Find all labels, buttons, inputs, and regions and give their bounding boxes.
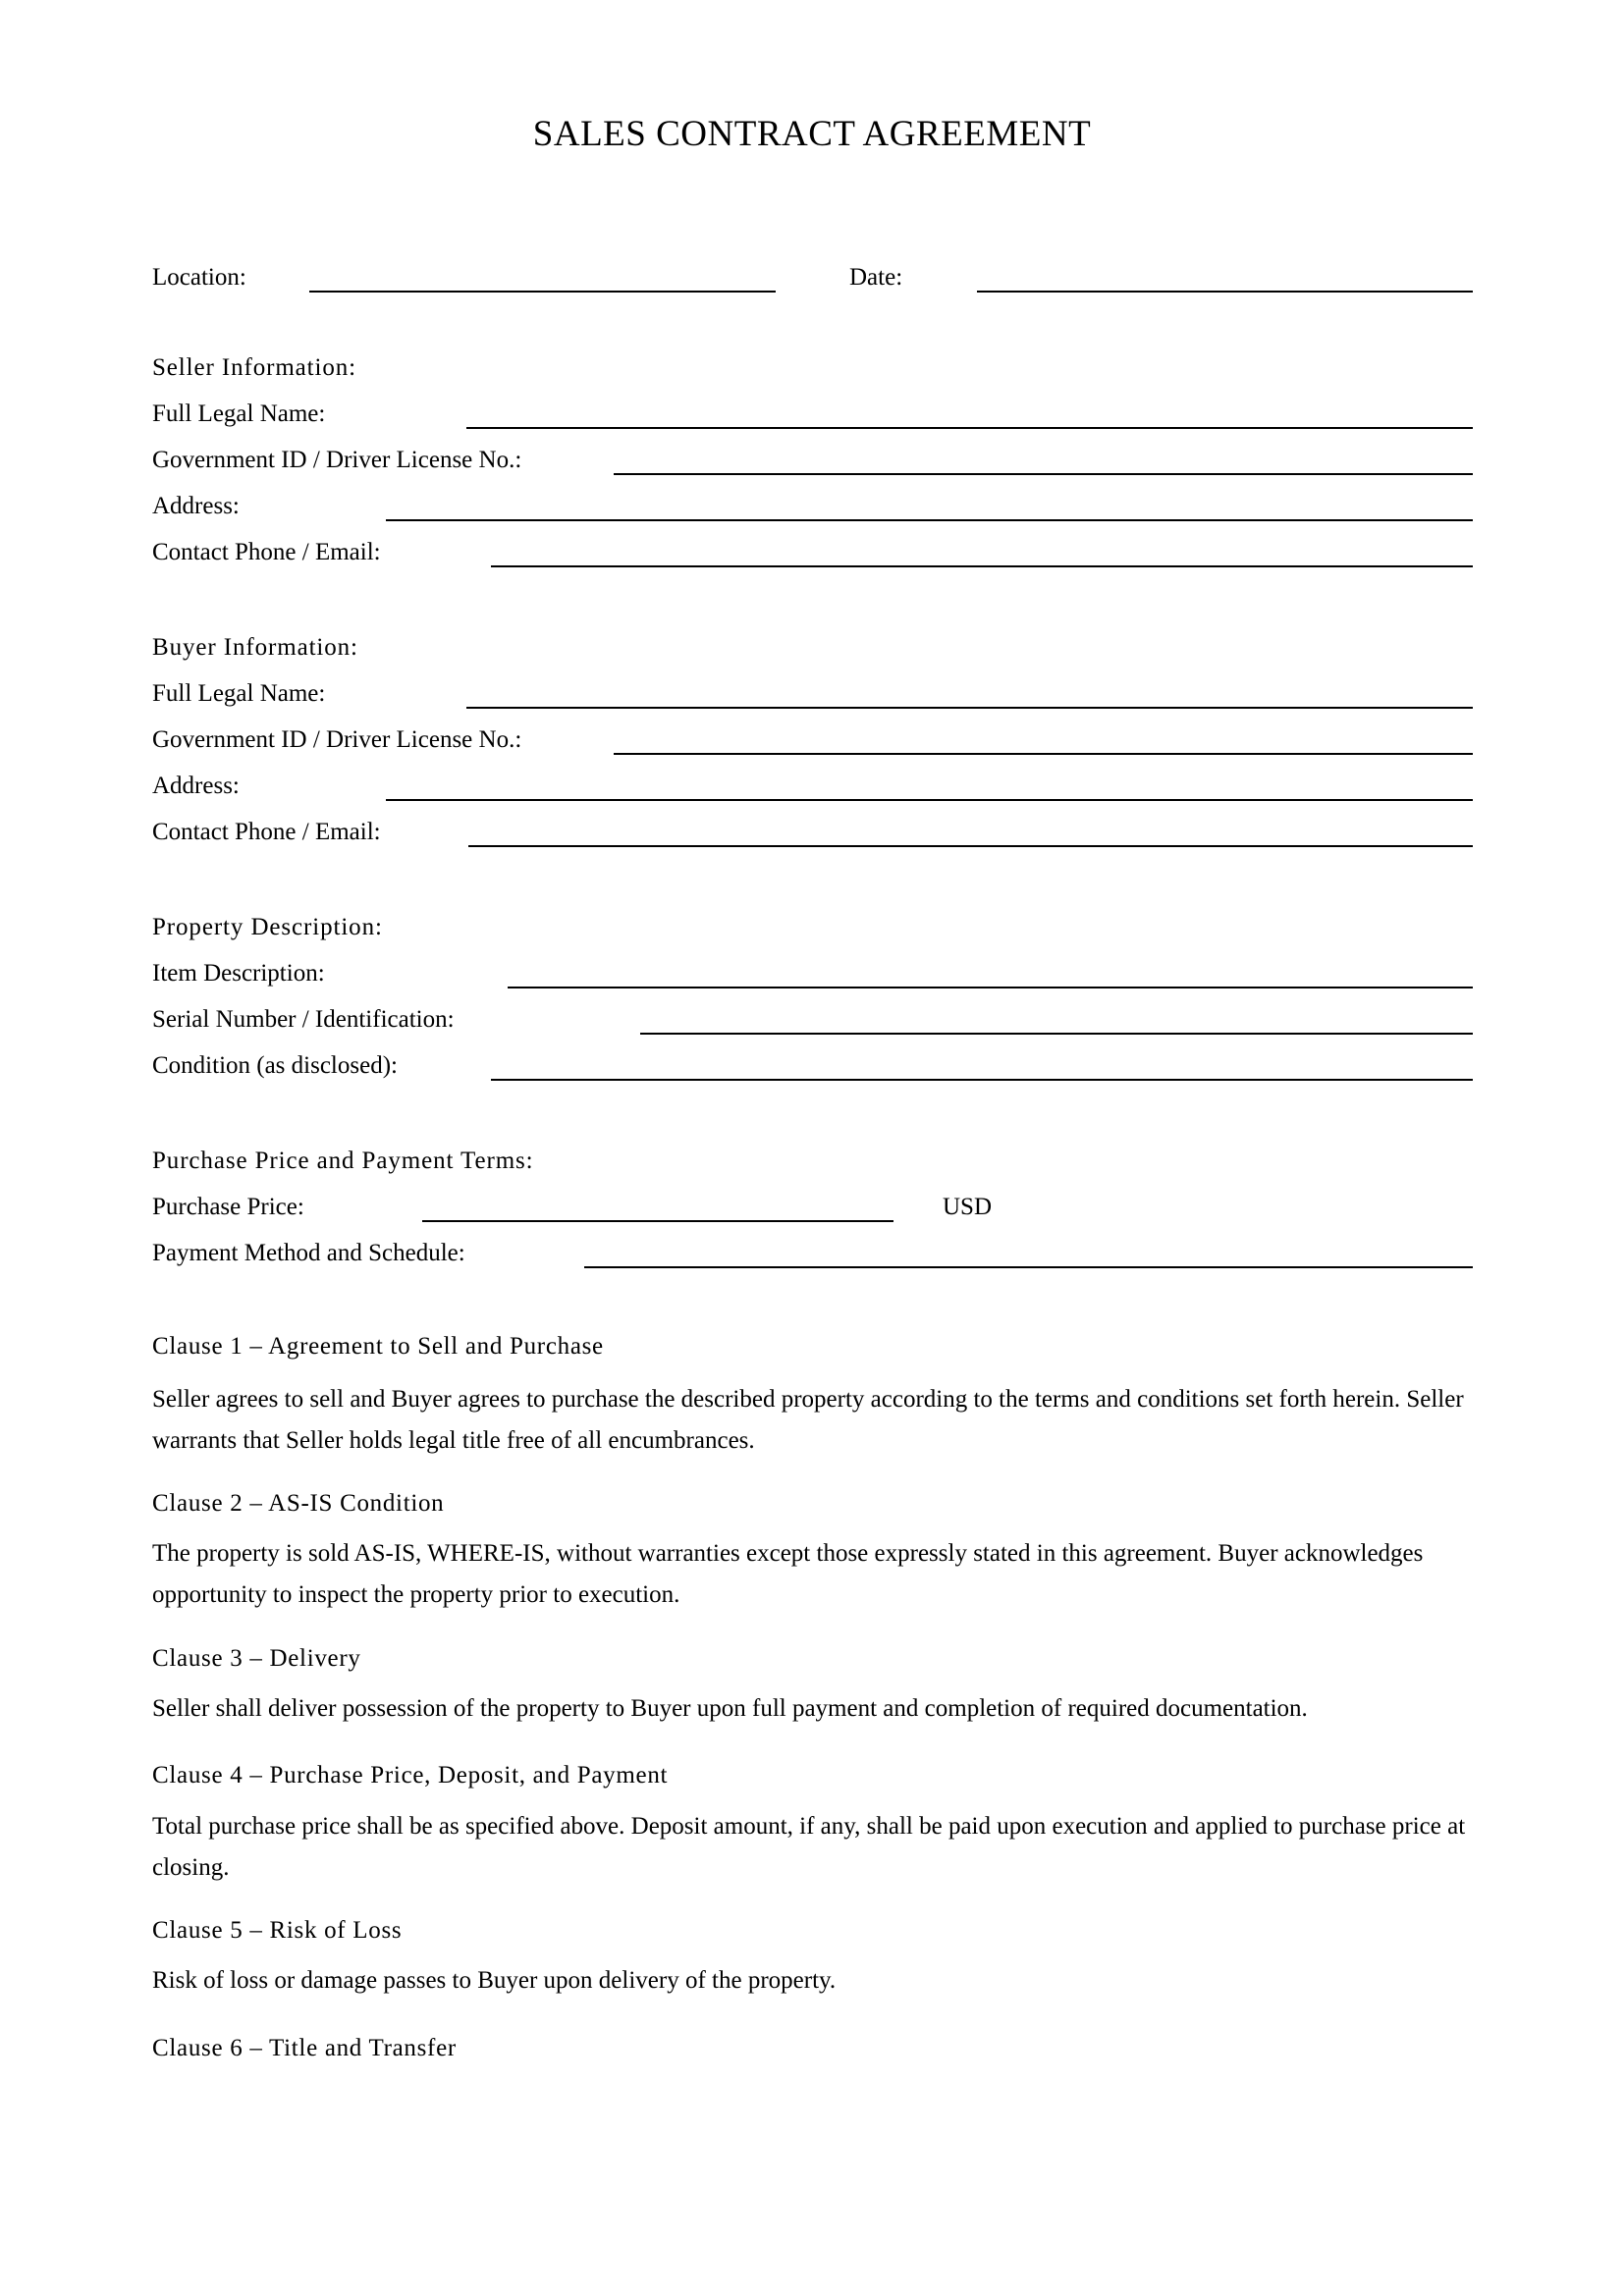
purchase-price-row — [152, 1193, 1473, 1222]
clause-1-body: Seller agrees to sell and Buyer agrees to purchase the described property according to the terms and conditions set forth herein. Seller warrants that Seller holds legal title free of all encumbrances. — [152, 1386, 1464, 1454]
condition-input-rule[interactable] — [491, 1079, 1473, 1081]
seller-contact-label: Contact Phone / Email: — [152, 539, 381, 565]
seller-address-row — [152, 492, 1473, 521]
clause-5-heading: Clause 5 – Risk of Loss — [152, 1917, 403, 1944]
buyer-gov-id-row — [152, 725, 1473, 755]
purchase-price-label: Purchase Price: — [152, 1194, 304, 1220]
buyer-full-name-label: Full Legal Name: — [152, 680, 326, 707]
item-description-label: Item Description: — [152, 960, 325, 987]
date-input-rule[interactable] — [977, 291, 1473, 293]
buyer-full-name-row — [152, 679, 1473, 709]
buyer-section-header — [152, 633, 1473, 663]
clause-4-heading: Clause 4 – Purchase Price, Deposit, and Payment — [152, 1762, 669, 1789]
seller-contact-row — [152, 538, 1473, 567]
clause-6-heading: Clause 6 – Title and Transfer — [152, 2035, 457, 2061]
buyer-address-row — [152, 772, 1473, 801]
property-item-row — [152, 959, 1473, 988]
seller-contact-input-rule[interactable] — [491, 565, 1473, 567]
clause-3-heading: Clause 3 – Delivery — [152, 1645, 361, 1672]
seller-gov-id-label: Government ID / Driver License No.: — [152, 447, 522, 473]
serial-number-label: Serial Number / Identification: — [152, 1006, 455, 1033]
seller-section-label: Seller Information: — [152, 354, 357, 381]
clause-2-body: The property is sold AS-IS, WHERE-IS, without warranties except those expressly stated in this agreement. Buyer acknowledges opportunity to inspect the property prior to execution. — [152, 1540, 1424, 1608]
seller-gov-id-input-rule[interactable] — [614, 473, 1473, 475]
page-title: SALES CONTRACT AGREEMENT — [532, 114, 1092, 154]
buyer-address-label: Address: — [152, 773, 240, 799]
clause-2-heading: Clause 2 – AS-IS Condition — [152, 1490, 445, 1517]
buyer-gov-id-input-rule[interactable] — [614, 753, 1473, 755]
property-section-header — [152, 913, 1473, 942]
buyer-contact-row — [152, 818, 1473, 847]
property-section-label: Property Description: — [152, 914, 383, 940]
payment-method-row — [152, 1239, 1473, 1268]
location-label: Location: — [152, 264, 246, 291]
serial-number-input-rule[interactable] — [640, 1033, 1473, 1035]
date-label: Date: — [849, 264, 903, 291]
location-date-row — [152, 263, 1473, 293]
payment-section-label: Purchase Price and Payment Terms: — [152, 1148, 534, 1174]
buyer-section-label: Buyer Information: — [152, 634, 358, 661]
clause-5-body: Risk of loss or damage passes to Buyer upon delivery of the property. — [152, 1967, 837, 1994]
buyer-address-input-rule[interactable] — [386, 799, 1473, 801]
seller-full-name-input-rule[interactable] — [466, 427, 1473, 429]
location-input-rule[interactable] — [309, 291, 776, 293]
seller-full-name-label: Full Legal Name: — [152, 400, 326, 427]
clause-4-body: Total purchase price shall be as specified above. Deposit amount, if any, shall be paid upon execution and applied to purchase price at closing. — [152, 1813, 1466, 1881]
seller-section-header — [152, 353, 1473, 383]
buyer-contact-input-rule[interactable] — [468, 845, 1473, 847]
clause-3-body: Seller shall deliver possession of the property to Buyer upon full payment and completion of required documentation. — [152, 1695, 1308, 1722]
seller-address-input-rule[interactable] — [386, 519, 1473, 521]
property-serial-row — [152, 1005, 1473, 1035]
seller-full-name-row — [152, 400, 1473, 429]
currency-label: USD — [943, 1194, 993, 1220]
payment-method-label: Payment Method and Schedule: — [152, 1240, 465, 1266]
clause-1-heading: Clause 1 – Agreement to Sell and Purchase — [152, 1333, 604, 1360]
buyer-gov-id-label: Government ID / Driver License No.: — [152, 726, 522, 753]
item-description-input-rule[interactable] — [508, 987, 1473, 988]
seller-gov-id-row — [152, 446, 1473, 475]
purchase-price-input-rule[interactable] — [422, 1220, 893, 1222]
seller-address-label: Address: — [152, 493, 240, 519]
property-condition-row — [152, 1051, 1473, 1081]
payment-method-input-rule[interactable] — [584, 1266, 1473, 1268]
buyer-full-name-input-rule[interactable] — [466, 707, 1473, 709]
payment-section-header — [152, 1147, 1473, 1176]
condition-label: Condition (as disclosed): — [152, 1052, 398, 1079]
buyer-contact-label: Contact Phone / Email: — [152, 819, 381, 845]
